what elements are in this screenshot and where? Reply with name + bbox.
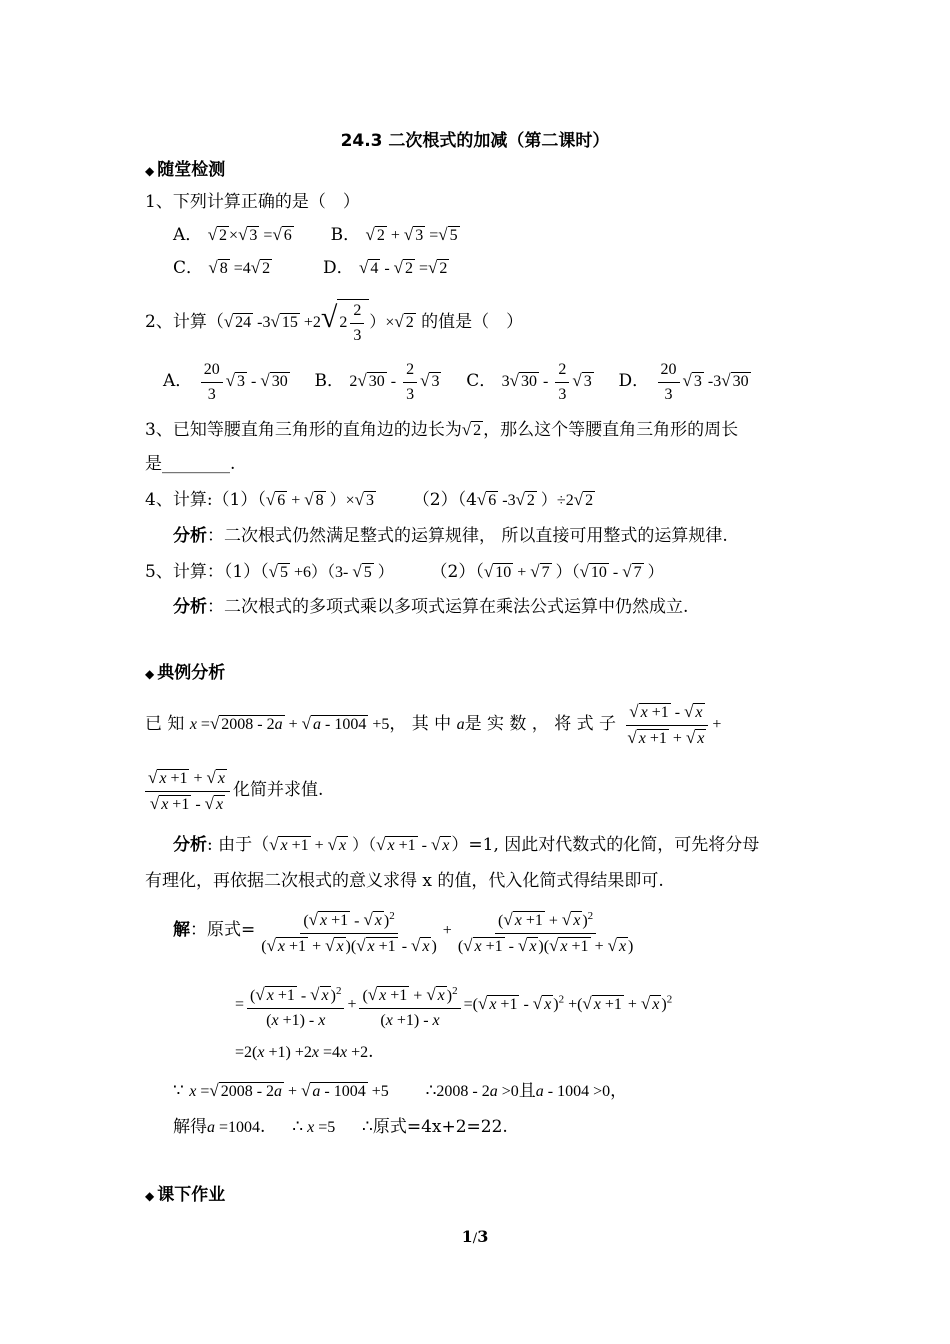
solution-line-1: 解：原式= $\frac{(√ x +1 - √ x )^2}{(√ x +1 + √ x )(√ x +1 - √ x )}$ + $\frac{(√ x +1 + √ x )^2}{(√ x +1 - √ x )(√ x +1 + √ x )}$: [173, 904, 810, 958]
option-b-expression: √ 2 + √ 3 =√ 5: [365, 225, 458, 244]
section-heading-homework: ◆ 课下作业: [145, 1185, 226, 1205]
diamond-bullet-icon: ◆: [145, 164, 155, 178]
question-2-stem: 2、计算（√ 24 -3√ 15 +2√ 2 $\frac{2}{3}$ ）×√ 2 的值是（ ）: [145, 295, 810, 347]
question-4-stem: 4、计算:（1）（√ 6 + √ 8 ）×√ 3 （2）（4√ 6 -3√ 2 ）÷2√ 2: [145, 490, 594, 510]
page-number: 1/3: [461, 1227, 489, 1246]
option-d-expression: √ 4 - √ 2 =√ 2: [359, 258, 448, 277]
diamond-bullet-icon: ◆: [145, 1189, 155, 1203]
question-1-stem: 1、下列计算正确的是（ ）: [145, 192, 360, 212]
solution-line-3: =2(x +1) +2x =4x +2.: [235, 1042, 374, 1062]
question-2-options: A． $\frac{20}{3}$ √ 3 - √ 30 B． 2√ 30 - $\frac{2}{3}$ √ 3 C． 3√ 30 - $\frac{2}{3}$ √ 3 D． $\frac{20}{3}$ √ 3 -3√ 30: [163, 360, 749, 403]
question-3-stem: 3、已知等腰直角三角形的直角边的边长为√ 2 ，那么这个等腰直角三角形的周长: [145, 420, 739, 440]
question-3-blank: 是________.: [145, 454, 236, 474]
example-analysis-line2: 有理化，再依据二次根式的意义求得 x 的值，代入化简式得结果即可.: [145, 871, 664, 891]
section-heading-practice: ◆ 随堂检测: [145, 160, 226, 180]
solution-line-2: = $\frac{(√ x +1 - √ x )^2}{(x +1) - x}$ + $\frac{(√ x +1 + √ x )^2}{(x +1) - x}$ =(√ x +1 - √ x )$^2$ +(√ x +1 + √ x )$^2$: [235, 974, 810, 1032]
question-1-options-cd: C． √ 8 =4√ 2 D． √ 4 - √ 2 =√ 2: [173, 258, 448, 278]
question-5-analysis: 分析：二次根式的多项式乘以多项式运算在乘法公式运算中仍然成立.: [173, 597, 689, 617]
question-1-options-ab: A． √ 2 ×√ 3 =√ 6 B． √ 2 + √ 3 =√ 5: [173, 225, 458, 245]
question-5-stem: 5、计算：（1）（√ 5 +6）（3- √ 5 ） （2）（√ 10 + √ 7 ）（√ 10 - √ 7 ）: [145, 562, 664, 582]
solution-line-5: 解得a =1004. ∴ x =5 ∴原式=4x+2=22.: [173, 1117, 508, 1137]
solution-line-4: ∵ x =√ 2008 - 2a + √ a - 1004 +5 ∴2008 - 2a >0且a - 1004 >0，: [173, 1081, 628, 1101]
question-4-analysis: 分析：二次根式仍然满足整式的运算规律， 所以直接可用整式的运算规律.: [173, 526, 728, 546]
option-c-expression: √ 8 =4√ 2: [208, 258, 271, 277]
example-stem-line2: $\frac{√ x +1 + √ x}{√ x +1 - √ x}$ 化简并求值.: [145, 764, 810, 817]
diamond-bullet-icon: ◆: [145, 667, 155, 681]
section-heading-example: ◆ 典例分析: [145, 663, 226, 683]
example-stem: 已 知 x =√ 2008 - 2a + √ a - 1004 +5， 其 中 a是 实 数 ， 将 式 子 $\frac{√ x +1 - √ x}{√ x +1 + √ x}$ +: [145, 701, 722, 747]
page-title: 24.3 二次根式的加减（第二课时）: [340, 131, 610, 151]
option-a-expression: √ 2 ×√ 3 =√ 6: [207, 225, 292, 244]
example-analysis: 分析: 由于（√ x +1 + √ x ）（√ x +1 - √ x ）=1, 因此对代数式的化简，可先将分母: [173, 835, 760, 855]
